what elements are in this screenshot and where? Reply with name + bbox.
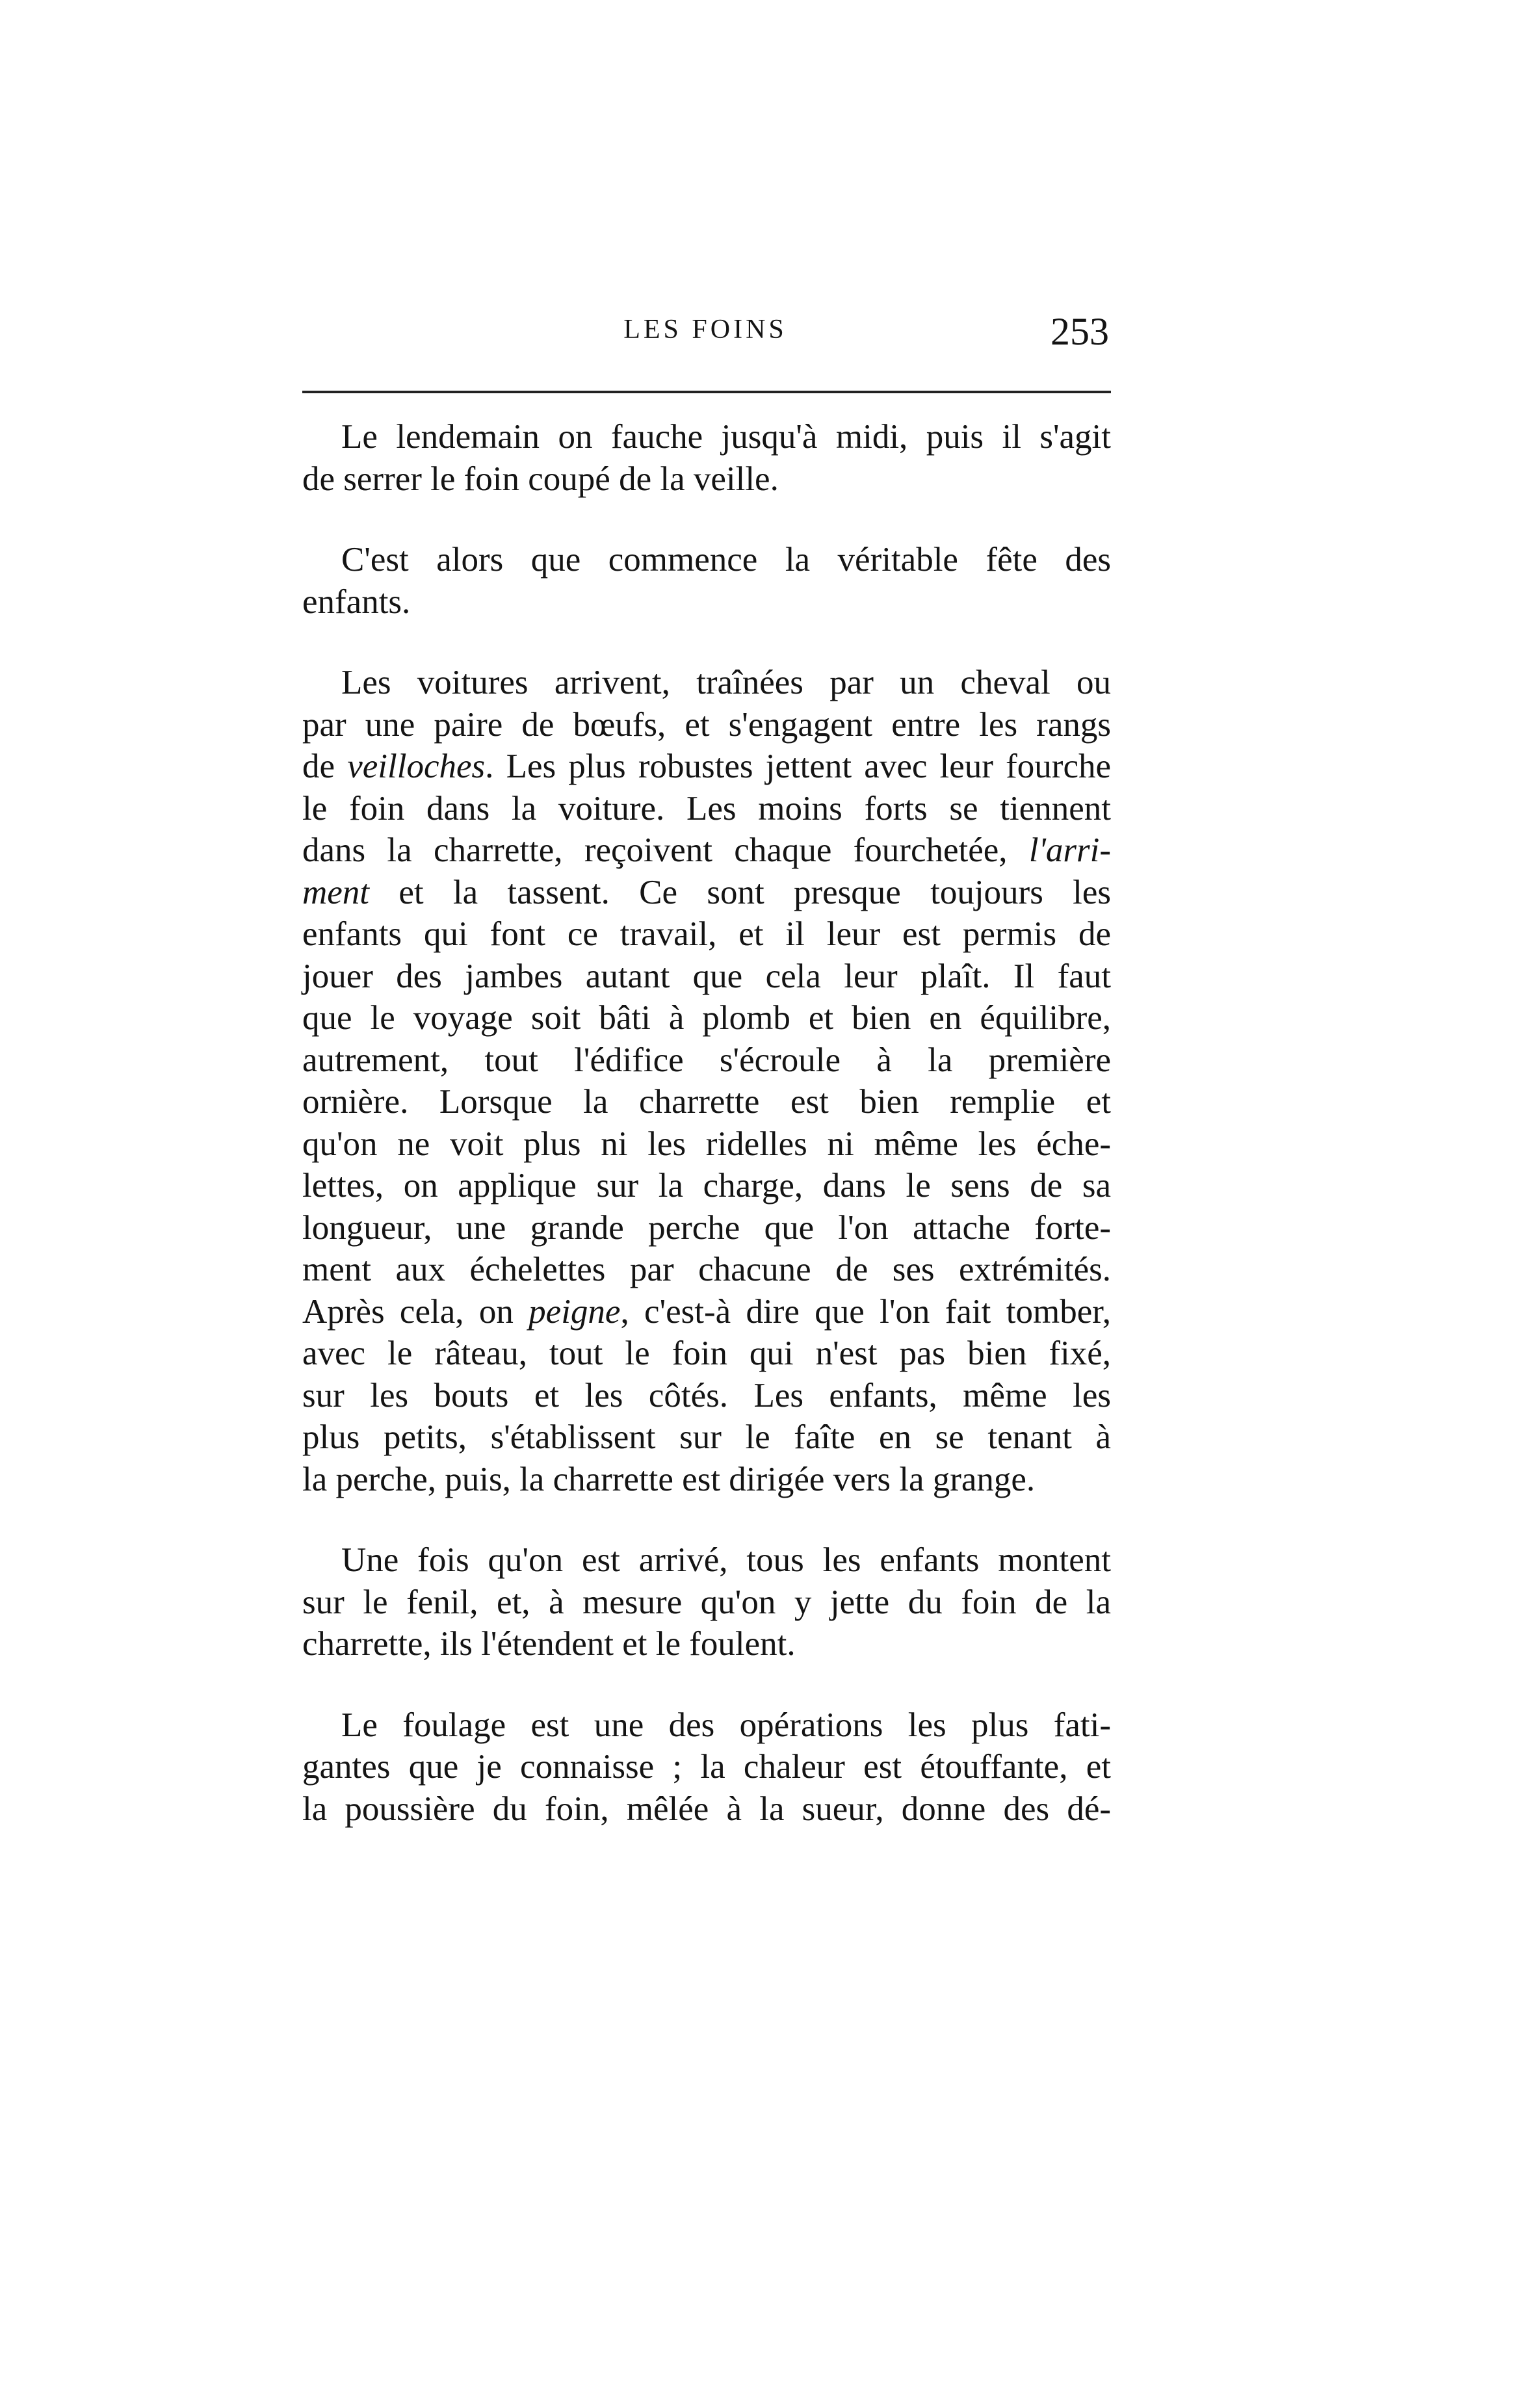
- page-number: 253: [1051, 310, 1109, 353]
- text-line: Le lendemain on fauche jusqu'à midi, puis il s'agit: [341, 418, 1111, 456]
- text-line: enfants.: [302, 582, 411, 621]
- text-line: dans la charrette, reçoivent chaque fourchetée, l'arri-: [302, 831, 1111, 869]
- text-line: Les voitures arrivent, traînées par un cheval ou: [341, 664, 1111, 701]
- text-line: ornière. Lorsque la charrette est bien remplie et: [302, 1083, 1111, 1121]
- text-line: autrement, tout l'édifice s'écroule à la première: [302, 1041, 1111, 1079]
- text-line: qu'on ne voit plus ni les ridelles ni même les éche-: [302, 1125, 1111, 1163]
- text-line: jouer des jambes autant que cela leur plaît. Il faut: [302, 957, 1111, 995]
- text-line: ment aux échelettes par chacune de ses extrémités.: [302, 1251, 1111, 1288]
- body-text: [302, 416, 1111, 1830]
- running-title: LES FOINS: [623, 315, 787, 345]
- text-line: la poussière du foin, mêlée à la sueur, donne des dé-: [302, 1790, 1111, 1828]
- text-line: longueur, une grande perche que l'on attache forte-: [302, 1208, 1111, 1247]
- text-line: enfants qui font ce travail, et il leur est permis de: [302, 915, 1111, 953]
- text-line: par une paire de bœufs, et s'engagent entre les rangs: [302, 705, 1111, 744]
- paragraph: [302, 539, 1111, 623]
- text-line: gantes que je connaisse ; la chaleur est étouffante, et: [302, 1748, 1111, 1786]
- text-line: Une fois qu'on est arrivé, tous les enfants montent: [341, 1541, 1111, 1579]
- text-line: sur le fenil, et, à mesure qu'on y jette du foin de la: [302, 1583, 1111, 1621]
- text-line: la perche, puis, la charrette est dirigée vers la grange.: [302, 1460, 1036, 1498]
- text-line: que le voyage soit bâti à plomb et bien en équilibre,: [302, 999, 1111, 1037]
- text-line: de veilloches. Les plus robustes jettent avec leur fourche: [302, 748, 1111, 785]
- text-line: lettes, on applique sur la charge, dans le sens de sa: [302, 1167, 1111, 1205]
- text-line: C'est alors que commence la véritable fête des: [341, 541, 1111, 579]
- paragraph: [302, 1704, 1111, 1830]
- text-line: sur les bouts et les côtés. Les enfants, même les: [302, 1376, 1111, 1414]
- text-line: Le foulage est une des opérations les plus fati-: [341, 1706, 1111, 1744]
- paragraph: [302, 1539, 1111, 1665]
- text-line: plus petits, s'établissent sur le faîte en se tenant à: [302, 1418, 1111, 1456]
- text-line: Après cela, on peigne, c'est-à dire que l'on fait tomber,: [302, 1292, 1111, 1331]
- text-line: de serrer le foin coupé de la veille.: [302, 460, 779, 498]
- text-line: charrette, ils l'étendent et le foulent.: [302, 1625, 796, 1663]
- paragraph: [302, 662, 1111, 1500]
- paragraph: [302, 416, 1111, 500]
- text-line: avec le râteau, tout le foin qui n'est pas bien fixé,: [302, 1335, 1111, 1372]
- text-line: le foin dans la voiture. Les moins forts se tiennent: [302, 789, 1111, 827]
- header-rule: [302, 391, 1111, 393]
- text-line: ment et la tassent. Ce sont presque toujours les: [302, 873, 1111, 911]
